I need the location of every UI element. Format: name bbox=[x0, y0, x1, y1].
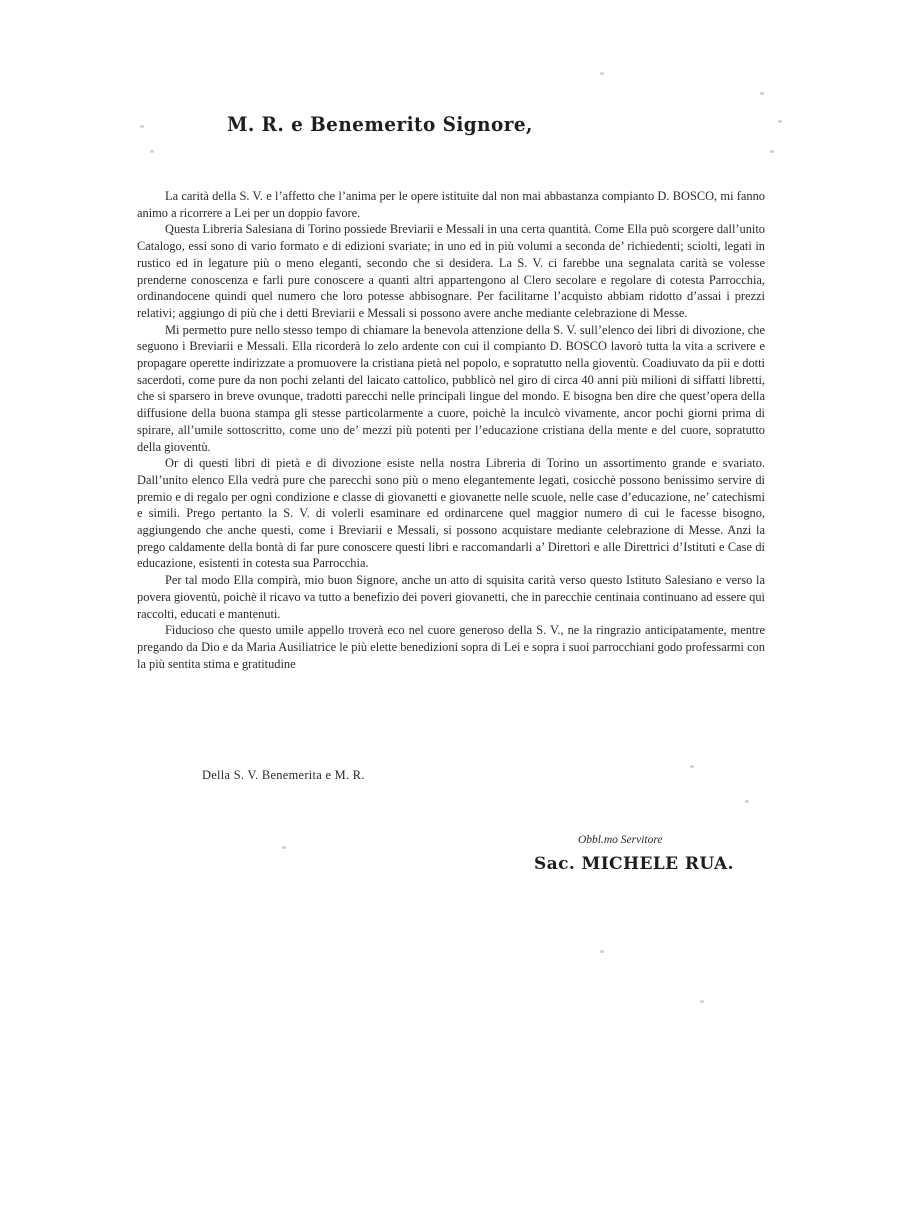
paragraph-2: Questa Libreria Salesiana di Torino possiede Breviarii e Messali in una certa quantità. Come Ella può scorgere dall’unito Catalogo, essi sono di vario formato e di edizioni svariate; in uno ed in più volumi a seconda de’ richiedenti; sciolti, legati in rustico ed in legature più o meno eleganti, secondo che si desidera. La S. V. ci farebbe una segnalata carità se volesse prenderne conoscenza e farli pure conoscere a quanti altri appartengono al Clero secolare e regolare di cotesta Parrocchia, ordinandocene quindi quel numero che loro potesse abbisognare. Per facilitarne l’acquisto abbiam ridotto d’assai i prezzi relativi; aggiungo di più che i detti Breviarii e Messali si possono avere anche mediante celebrazione di Messe. bbox=[137, 222, 765, 320]
letter-body bbox=[137, 188, 765, 672]
paragraph-5: Per tal modo Ella compirà, mio buon Signore, anche un atto di squisita carità verso questo Istituto Salesiano e verso la povera gioventù, poichè il ricavo va tutto a benefizio dei poveri giovanetti, che in parecchie centinaia continuano ad essere qui raccolti, educati e mantenuti. bbox=[137, 573, 765, 621]
signature-name: Sac. MICHELE RUA. bbox=[534, 854, 734, 874]
paper-speck bbox=[745, 800, 749, 803]
paragraph-3: Mi permetto pure nello stesso tempo di chiamare la benevola attenzione della S. V. sull’elenco dei libri di divozione, che seguono i Breviarii e Messali. Ella ricorderà lo zelo ardente con cui il compianto D. BOSCO lavorò tutta la vita a scrivere e propagare operette indirizzate a promuovere la cristiana pietà nel popolo, e sopratutto nella gioventù. Coadiuvato da pii e dotti sacerdoti, come pure da non pochi zelanti del laicato cattolico, pubblicò nel giro di circa 40 anni più milioni di siffatti libretti, che si sparsero in breve ovunque, tradotti parecchi nelle principali lingue del mondo. E bisogna ben dire che quest’opera della diffusione della buona stampa gli stesse particolarmente a cuore, poichè la inculcò vivamente, ancor pochi giorni prima di spirare, all’umile sottoscritto, come uno de’ mezzi più potenti per l’educazione cristiana della mente e del cuore, sopratutto della gioventù. bbox=[137, 322, 765, 454]
letter-closing: Della S. V. Benemerita e M. R. bbox=[202, 768, 365, 782]
paragraph-4: Or di questi libri di pietà e di divozione esiste nella nostra Libreria di Torino un assortimento grande e svariato. Dall’unito elenco Ella vedrà pure che parecchi sono più o meno elegantemente legati, cosicchè possono benissimo servire di premio e di regalo per ogni condizione e classe di giovanetti e giovanette nelle scuole, nelle case d’educazione, ne’ catechismi e simili. Prego pertanto la S. V. di volerli esaminare ed ordinarcene quel maggior numero di cui le facesse bisogno, aggiungendo che anche questi, come i Breviarii e Messali, si possono acquistare mediante celebrazione di Messe. Anzi la prego caldamente della bontà di far pure conoscere questi libri e raccomandarli a’ Direttori e alle Direttrici d’Istituti e Case di educazione, esistenti in cotesta sua Parrocchia. bbox=[137, 456, 765, 571]
signature-title: Obbl.mo Servitore bbox=[578, 834, 663, 846]
paper-speck bbox=[778, 120, 782, 123]
paper-speck bbox=[690, 765, 694, 768]
signature-block bbox=[520, 834, 750, 874]
paper-speck bbox=[700, 1000, 704, 1003]
paper-speck bbox=[150, 150, 154, 153]
paper-speck bbox=[282, 846, 286, 849]
paper-speck bbox=[760, 92, 764, 95]
paper-speck bbox=[140, 125, 144, 128]
paragraph-1: La carità della S. V. e l’affetto che l’anima per le opere istituite dal non mai abbastanza compianto D. BOSCO, mi fanno animo a ricorrere a Lei per un doppio favore. bbox=[137, 189, 765, 220]
paper-speck bbox=[600, 950, 604, 953]
paragraph-6: Fiducioso che questo umile appello troverà eco nel cuore generoso della S. V., ne la ringrazio anticipatamente, mentre pregando da Dio e da Maria Ausiliatrice le più elette benedizioni sopra di Lei e sopra i suoi parrocchiani godo professarmi con la più sentita stima e gratitudine bbox=[137, 623, 765, 671]
paper-speck bbox=[600, 72, 604, 75]
letter-salutation: M. R. e Benemerito Signore, bbox=[227, 112, 533, 136]
paper-speck bbox=[770, 150, 774, 153]
